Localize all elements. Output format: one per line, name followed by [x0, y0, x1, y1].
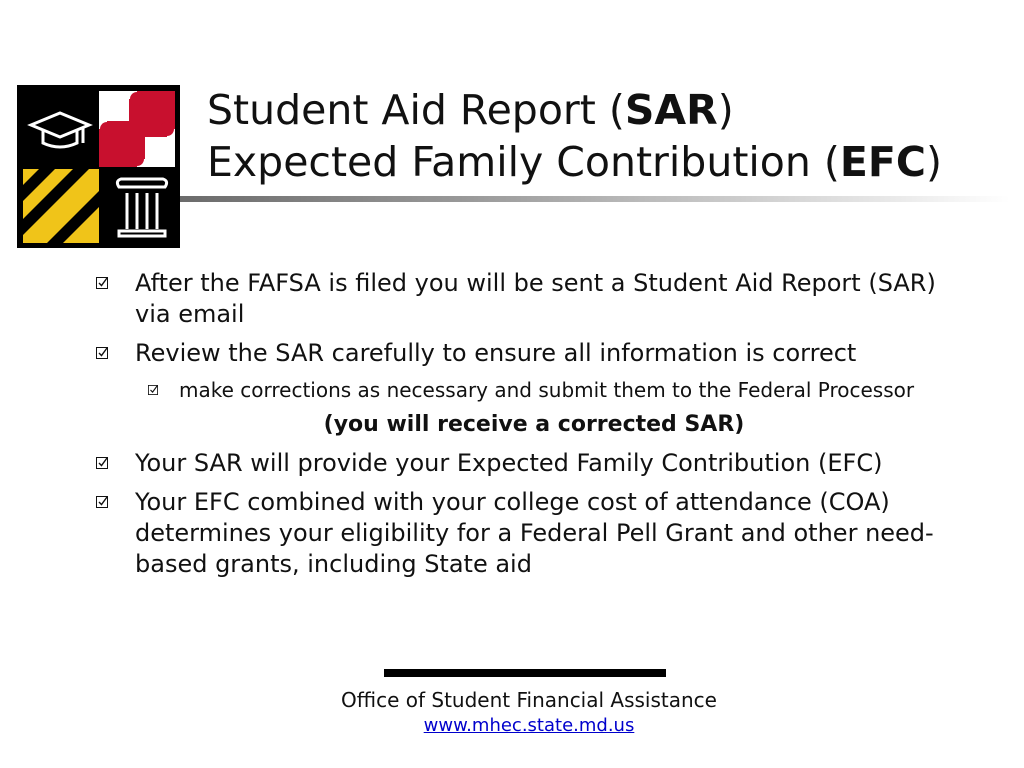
checkbox-icon: [96, 496, 108, 508]
bullet-item: Your EFC combined with your college cost of attendance (COA) determines your eligibility for a Federal Pell Grant and other need-based grants, including State aid: [96, 487, 956, 580]
title-divider: [180, 196, 1010, 202]
slide-title: [207, 84, 942, 188]
footer-url-container: [0, 714, 1024, 738]
flag-gold-quadrant: [23, 169, 99, 243]
sub-bullet-item: make corrections as necessary and submit them to the Federal Processor: [96, 377, 956, 404]
bullet-item: After the FAFSA is filed you will be sent a Student Aid Report (SAR) via email: [96, 268, 956, 330]
bullet-item: Review the SAR carefully to ensure all information is correct: [96, 338, 956, 369]
slide-content: [96, 268, 956, 588]
checkbox-icon: [148, 385, 158, 395]
corrected-sar-note: (you will receive a corrected SAR): [323, 412, 745, 437]
footer-divider: [384, 669, 666, 677]
bullet-item: Your SAR will provide your Expected Family Contribution (EFC): [96, 448, 956, 479]
footer-office-name: Office of Student Financial Assistance: [341, 688, 717, 712]
mhec-logo: [17, 85, 180, 248]
title-line-efc: Expected Family Contribution (EFC): [207, 138, 942, 186]
footer-website-link[interactable]: www.mhec.state.md.us: [423, 715, 635, 736]
title-line-sar: Student Aid Report (SAR): [207, 86, 734, 134]
checkbox-icon: [96, 277, 108, 289]
flag-cross-quadrant: [99, 91, 175, 167]
checkbox-icon: [96, 347, 108, 359]
checkbox-icon: [96, 457, 108, 469]
